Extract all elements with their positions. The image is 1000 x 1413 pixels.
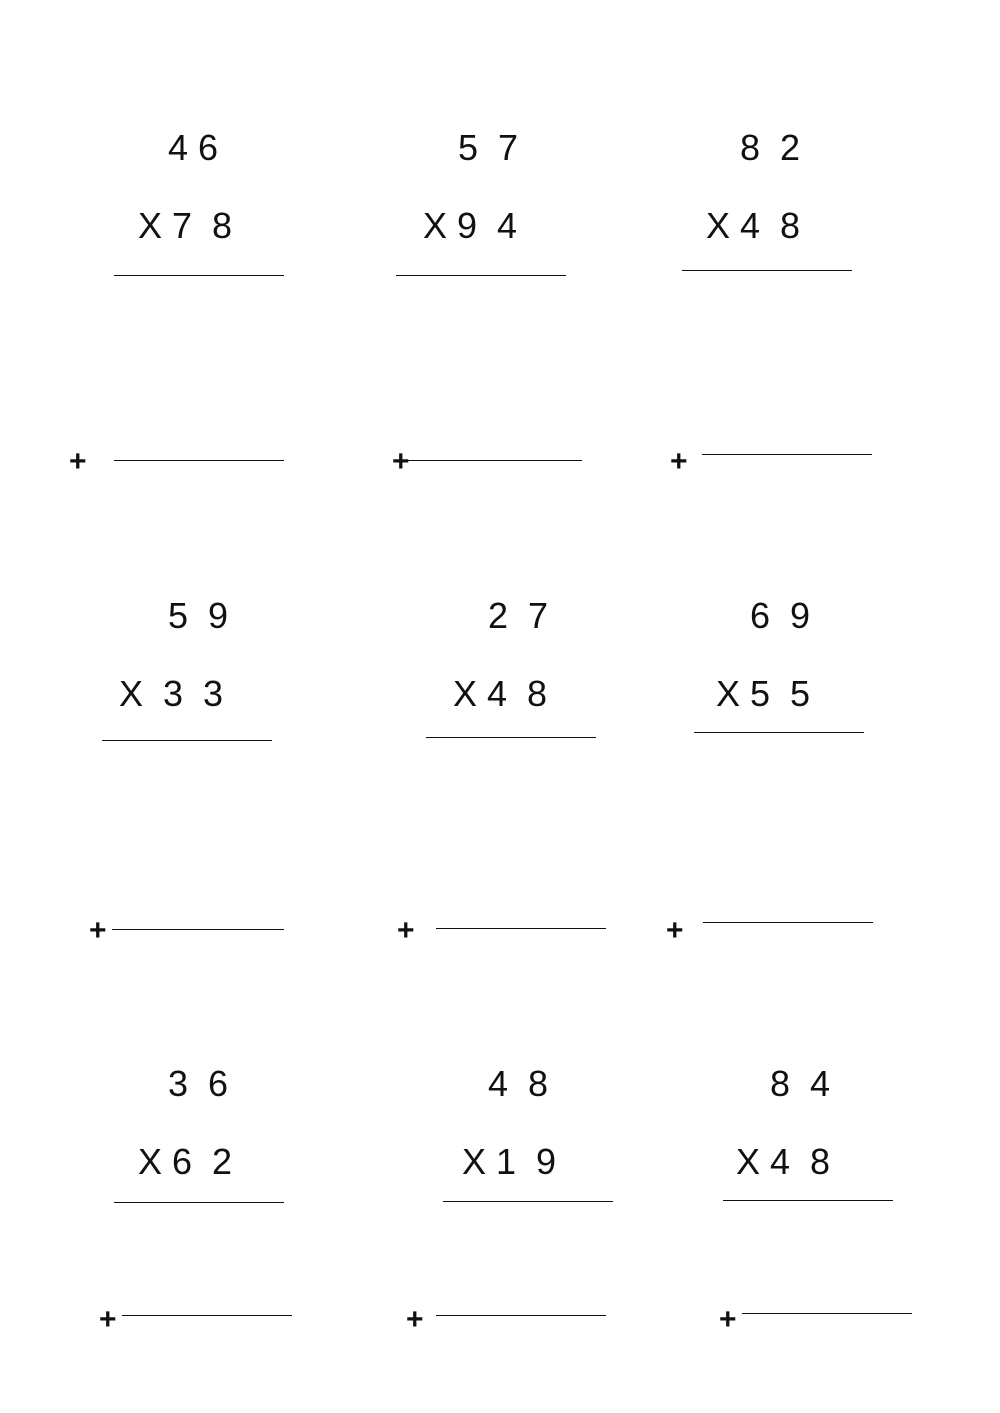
top-number: 2 7: [488, 595, 549, 636]
product-line: [396, 275, 566, 276]
product-line: [443, 1201, 613, 1202]
plus-sign: +: [670, 445, 688, 478]
product-line: [723, 1200, 893, 1201]
multiplier: X 7 8: [138, 205, 233, 246]
top-number: 6 9: [750, 595, 811, 636]
multiplier: X 4 8: [453, 673, 548, 714]
plus-sign: +: [719, 1303, 737, 1336]
multiplier: X 3 3: [119, 673, 224, 714]
plus-sign: +: [392, 445, 410, 478]
top-number: 5 9: [168, 595, 229, 636]
product-line: [102, 740, 272, 741]
top-number: 3 6: [168, 1063, 229, 1104]
answer-line[interactable]: [703, 922, 873, 923]
plus-sign: +: [406, 1303, 424, 1336]
multiplier: X 4 8: [736, 1141, 831, 1182]
plus-sign: +: [69, 445, 87, 478]
answer-line[interactable]: [436, 1315, 606, 1316]
plus-sign: +: [99, 1303, 117, 1336]
top-number: 4 6: [168, 127, 219, 168]
answer-line[interactable]: [702, 454, 872, 455]
answer-line[interactable]: [114, 460, 284, 461]
plus-sign: +: [89, 914, 107, 947]
multiplier: X 6 2: [138, 1141, 233, 1182]
answer-line[interactable]: [112, 929, 284, 930]
multiplier: X 4 8: [706, 205, 801, 246]
plus-sign: +: [666, 914, 684, 947]
product-line: [682, 270, 852, 271]
multiplier: X 5 5: [716, 673, 811, 714]
top-number: 8 4: [770, 1063, 831, 1104]
product-line: [694, 732, 864, 733]
top-number: 5 7: [458, 127, 519, 168]
answer-line[interactable]: [742, 1313, 912, 1314]
product-line: [114, 275, 284, 276]
product-line: [426, 737, 596, 738]
top-number: 8 2: [740, 127, 801, 168]
plus-sign: +: [397, 914, 415, 947]
product-line: [114, 1202, 284, 1203]
answer-line[interactable]: [436, 928, 606, 929]
multiplier: X 9 4: [423, 205, 518, 246]
multiplier: X 1 9: [462, 1141, 557, 1182]
top-number: 4 8: [488, 1063, 549, 1104]
answer-line[interactable]: [122, 1315, 292, 1316]
answer-line[interactable]: [408, 460, 582, 461]
